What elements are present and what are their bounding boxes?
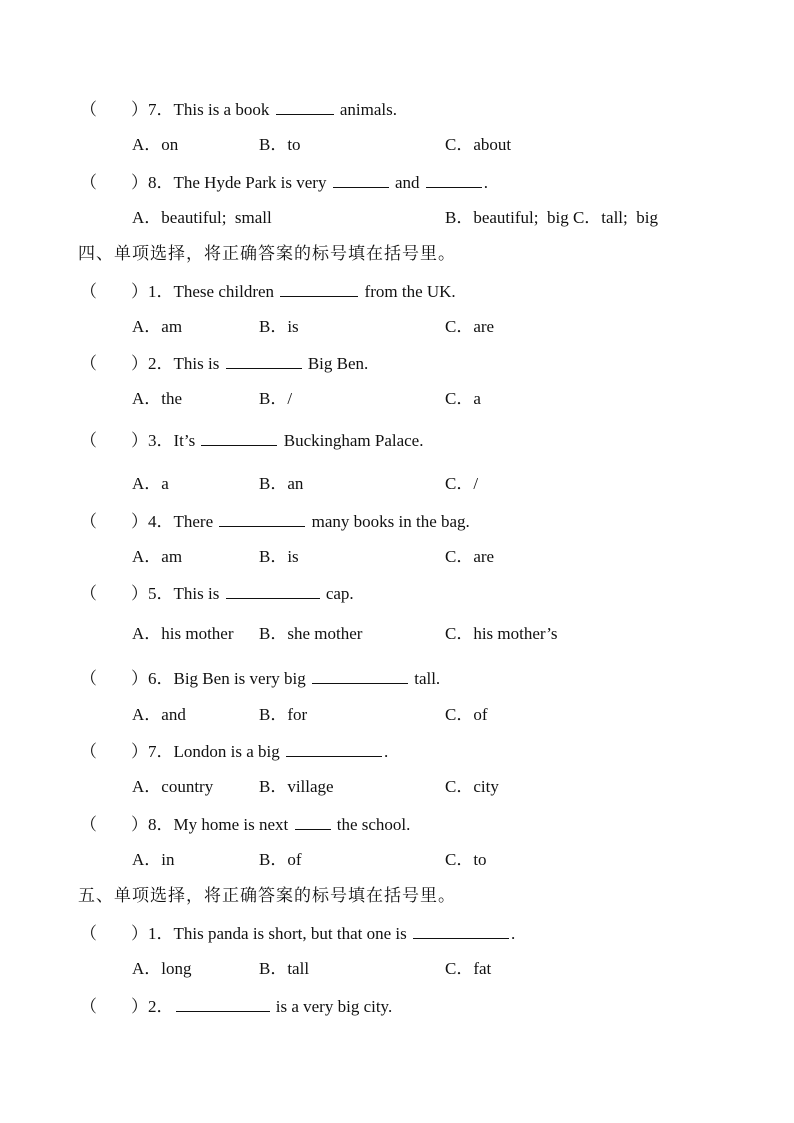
option-c[interactable]: C．/ (445, 474, 479, 493)
option-a[interactable]: A．beautiful; small (132, 208, 272, 227)
option-a[interactable]: A．long (132, 959, 192, 978)
options-3-7 (132, 135, 732, 155)
options-3-8 (132, 208, 732, 228)
question-5-2: （ ）2． is a very big city. (80, 997, 393, 1016)
answer-blank[interactable] (413, 923, 509, 939)
answer-blank[interactable] (226, 583, 320, 599)
option-b[interactable]: B．an (259, 474, 304, 493)
answer-blank[interactable] (201, 430, 277, 446)
options-4-3 (132, 474, 732, 494)
option-b[interactable]: B．to (259, 135, 301, 154)
question-4-4: （ ）4．There many books in the bag. (80, 512, 470, 531)
section-4-heading: 四、单项选择，将正确答案的标号填在括号里。 (78, 244, 456, 263)
option-c[interactable]: C．a (445, 389, 481, 408)
option-b[interactable]: B．village (259, 777, 334, 796)
option-b[interactable]: B．/ (259, 389, 293, 408)
section-5-heading: 五、单项选择，将正确答案的标号填在括号里。 (78, 886, 456, 905)
option-a[interactable]: A．a (132, 474, 169, 493)
answer-blank[interactable] (226, 353, 302, 369)
answer-blank[interactable] (280, 281, 358, 297)
question-4-1: （ ）1．These children from the UK. (80, 282, 456, 301)
question-4-6: （ ）6．Big Ben is very big tall. (80, 669, 441, 688)
option-a[interactable]: A．his mother (132, 624, 234, 643)
options-4-5 (132, 624, 732, 644)
option-a[interactable]: A．country (132, 777, 214, 796)
answer-blank[interactable] (295, 814, 331, 830)
question-4-2: （ ）2．This is Big Ben. (80, 354, 369, 373)
options-4-4 (132, 547, 732, 567)
option-a[interactable]: A．and (132, 705, 186, 724)
question-5-1: （ ）1．This panda is short, but that one is . (80, 924, 516, 943)
question-4-8: （ ）8．My home is next the school. (80, 815, 411, 834)
option-a[interactable]: A．the (132, 389, 183, 408)
option-c[interactable]: C．city (445, 777, 499, 796)
option-b[interactable]: B．she mother (259, 624, 363, 643)
question-3-8: （ ）8．The Hyde Park is very and . (80, 173, 489, 192)
question-4-3: （ ）3．It’s Buckingham Palace. (80, 431, 424, 450)
option-c[interactable]: C．are (445, 547, 495, 566)
options-4-1 (132, 317, 732, 337)
options-5-1 (132, 959, 732, 979)
answer-blank[interactable] (426, 172, 482, 188)
option-c[interactable]: C．are (445, 317, 495, 336)
options-4-7 (132, 777, 732, 797)
question-4-7: （ ）7．London is a big . (80, 742, 389, 761)
option-b-c[interactable]: B．beautiful; big C．tall; big (445, 208, 658, 227)
options-4-8 (132, 850, 732, 870)
option-c[interactable]: C．of (445, 705, 488, 724)
option-a[interactable]: A．am (132, 547, 183, 566)
answer-blank[interactable] (286, 741, 382, 757)
option-a[interactable]: A．am (132, 317, 183, 336)
option-c[interactable]: C．to (445, 850, 487, 869)
option-c[interactable]: C．about (445, 135, 512, 154)
options-4-2 (132, 389, 732, 409)
option-b[interactable]: B．is (259, 547, 299, 566)
question-4-5: （ ）5．This is cap. (80, 584, 354, 603)
answer-blank[interactable] (176, 996, 270, 1012)
option-b[interactable]: B．is (259, 317, 299, 336)
option-b[interactable]: B．tall (259, 959, 310, 978)
option-b[interactable]: B．of (259, 850, 302, 869)
option-c[interactable]: C．his mother’s (445, 624, 558, 643)
answer-blank[interactable] (219, 511, 305, 527)
option-a[interactable]: A．in (132, 850, 175, 869)
answer-blank[interactable] (333, 172, 389, 188)
question-3-7: （ ）7．This is a book animals. (80, 100, 397, 119)
option-c[interactable]: C．fat (445, 959, 492, 978)
options-4-6 (132, 705, 732, 725)
answer-blank[interactable] (312, 668, 408, 684)
answer-blank[interactable] (276, 99, 334, 115)
option-b[interactable]: B．for (259, 705, 308, 724)
option-a[interactable]: A．on (132, 135, 179, 154)
